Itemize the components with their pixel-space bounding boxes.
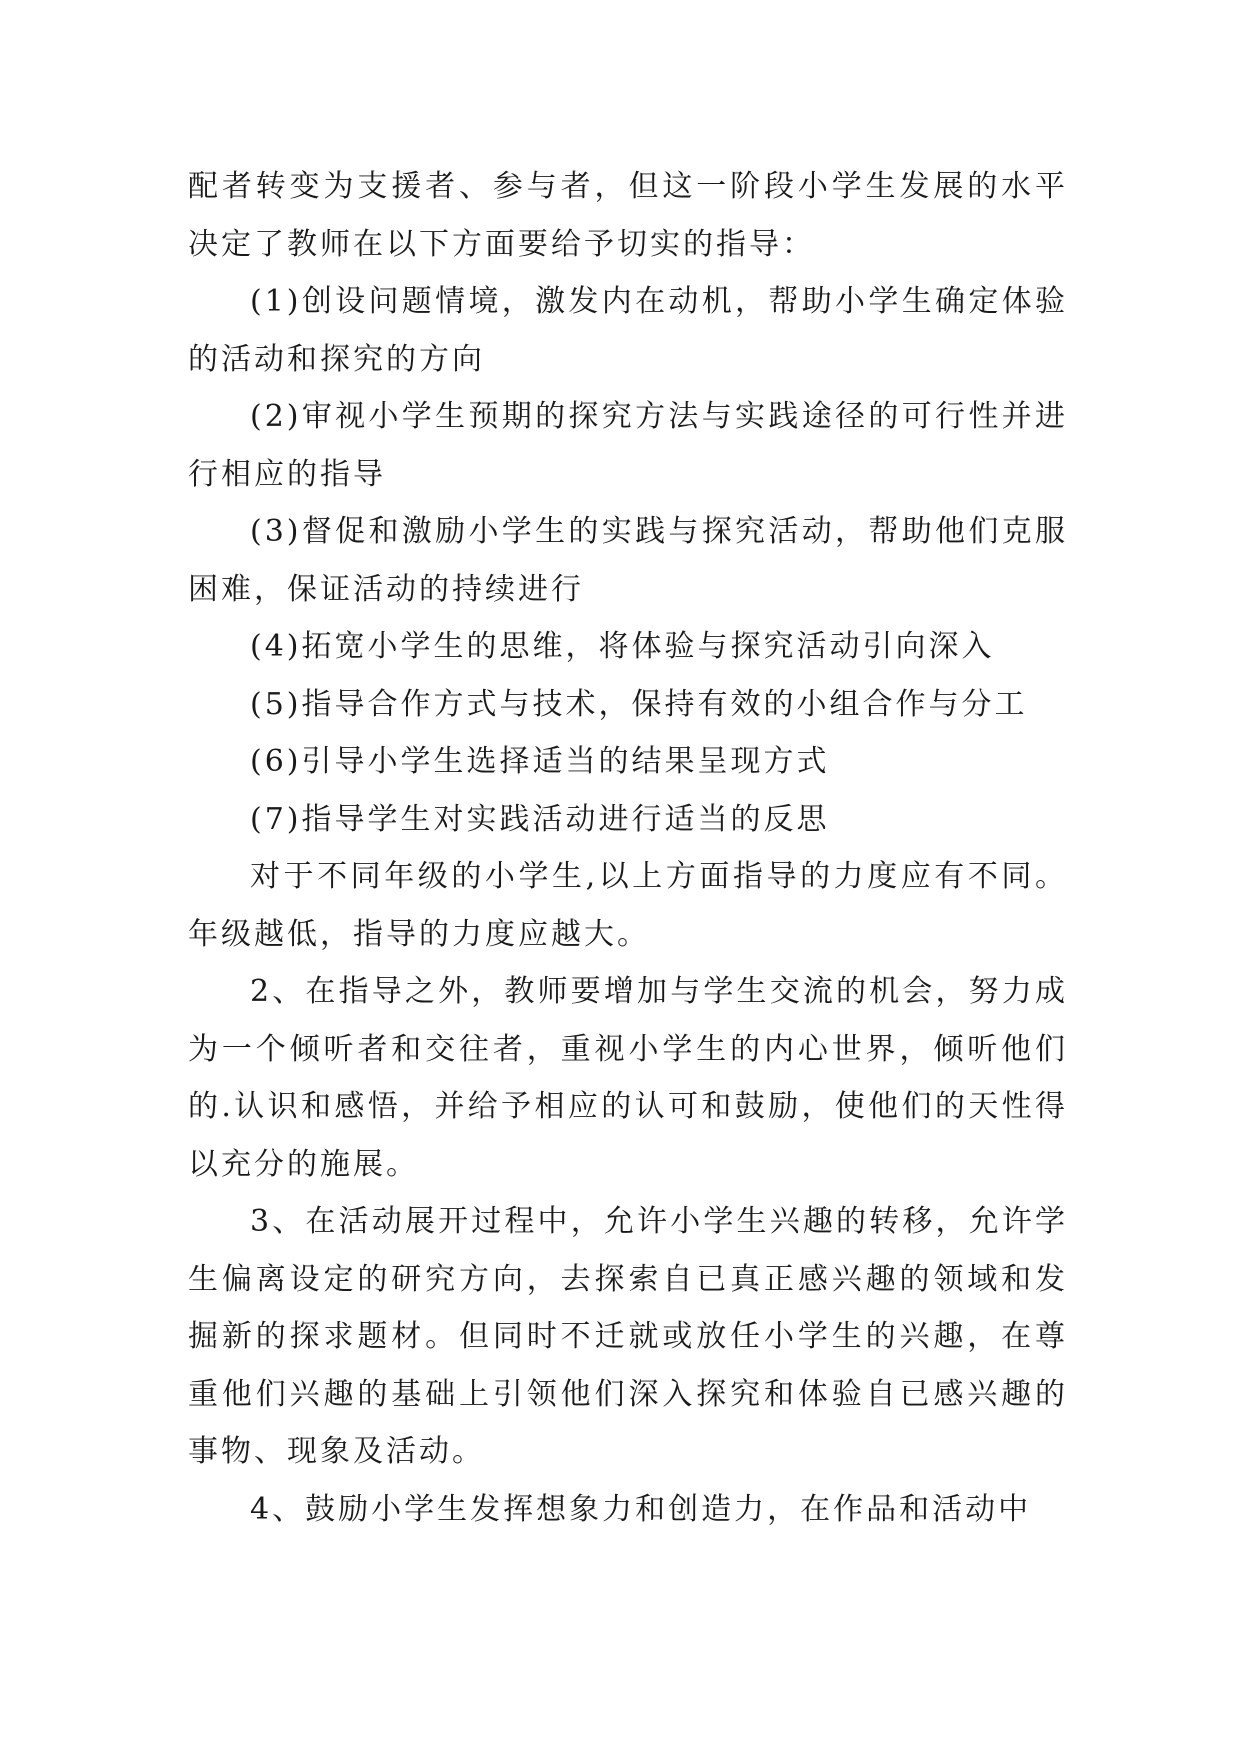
paragraph: 2、在指导之外，教师要增加与学生交流的机会，努力成为一个倾听者和交往者，重视小学生的内心世界，倾听他们的.认识和感悟，并给予相应的认可和鼓励，使他们的天性得以充分的施展。: [188, 974, 1068, 1182]
list-item-7: (7)指导学生对实践活动进行适当的反思: [250, 801, 830, 837]
paragraph: 3、在活动展开过程中，允许小学生兴趣的转移，允许学生偏离设定的研究方向，去探索自已真正感兴趣的领域和发掘新的探求题材。但同时不迁就或放任小学生的兴趣，在尊重他们兴趣的基础上引领他们深入探究和体验自已感兴趣的事物、现象及活动。: [188, 1204, 1068, 1469]
list-item-1: (1)创设问题情境，激发内在动机，帮助小学生确定体验的活动和探究的方向: [188, 284, 1068, 377]
paragraph: 4、鼓励小学生发挥想象力和创造力，在作品和活动中: [250, 1491, 1032, 1527]
list-item-2: (2)审视小学生预期的探究方法与实践途径的可行性并进行相应的指导: [188, 399, 1068, 492]
body-text: [188, 158, 1068, 1538]
list-item-5: (5)指导合作方式与技术，保持有效的小组合作与分工: [250, 686, 1028, 722]
paragraph: 配者转变为支援者、参与者，但这一阶段小学生发展的水平决定了教师在以下方面要给予切实的指导：: [188, 169, 1068, 262]
paragraph: 对于不同年级的小学生,以上方面指导的力度应有不同。年级越低，指导的力度应越大。: [188, 859, 1068, 952]
list-item-3: (3)督促和激励小学生的实践与探究活动，帮助他们克服困难，保证活动的持续进行: [188, 514, 1068, 607]
list-item-4: (4)拓宽小学生的思维，将体验与探究活动引向深入: [250, 629, 995, 664]
list-item-6: (6)引导小学生选择适当的结果呈现方式: [250, 744, 830, 779]
